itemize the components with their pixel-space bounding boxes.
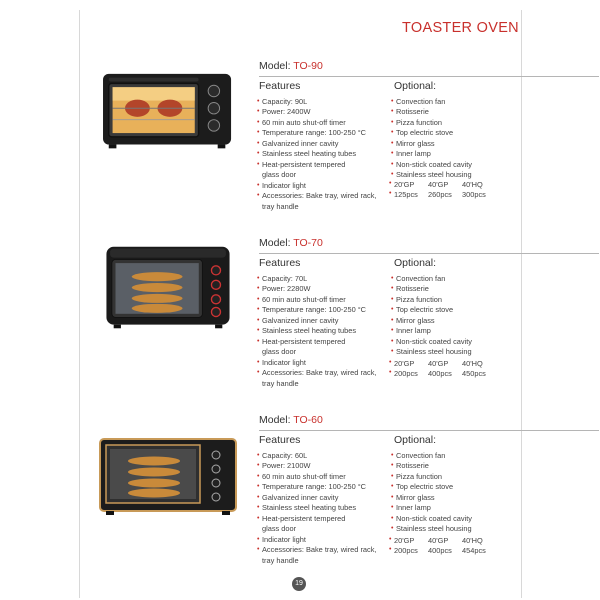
optional-item: • Inner lamp: [391, 149, 511, 159]
shipping-label: 40'HQ: [462, 536, 483, 545]
shipping-label: • 20'GP: [394, 359, 414, 368]
page-number: 19: [292, 577, 306, 591]
feature-item: tray handle: [262, 201, 299, 211]
shipping-table: [391, 359, 511, 380]
optional-item: • Convection fan: [391, 97, 511, 107]
optional-item: • Inner lamp: [391, 326, 511, 336]
shipping-label: 40'GP: [428, 536, 449, 545]
optional-item: • Mirror glass: [391, 316, 511, 326]
optional-item: • Pizza function: [391, 472, 511, 482]
feature-item: • Capacity: 70L: [257, 274, 387, 284]
optional-heading: Optional:: [394, 257, 437, 269]
model-code: TO-70: [293, 237, 323, 249]
shipping-label: 40'GP: [428, 359, 449, 368]
feature-item: • Indicator light: [257, 535, 387, 545]
optional-item: • Non-stick coated cavity: [391, 337, 511, 347]
feature-item: • Indicator light: [257, 358, 387, 368]
toaster-oven-gold-trim-image: [98, 434, 238, 520]
feature-item: • 60 min auto shut-off timer: [257, 118, 387, 128]
feature-item: • Stainless steel heating tubes: [257, 503, 387, 513]
shipping-value: • 125pcs: [394, 190, 418, 199]
optional-item: • Convection fan: [391, 451, 511, 461]
model-heading: Model: TO-90: [259, 60, 599, 77]
feature-item: • Heat-persistent tempered: [257, 514, 387, 524]
shipping-value: 300pcs: [462, 190, 486, 200]
shipping-table: [391, 536, 511, 557]
feature-item: tray handle: [262, 378, 299, 388]
optional-item: • Inner lamp: [391, 503, 511, 513]
feature-item: • Power: 2280W: [257, 284, 387, 294]
feature-item: • Heat-persistent tempered: [257, 337, 387, 347]
optional-item: • Rotisserie: [391, 107, 511, 117]
optional-item: • Stainless steel housing: [391, 347, 511, 357]
optional-item: • Rotisserie: [391, 461, 511, 471]
optional-list: [391, 97, 511, 181]
shipping-labels-row: [391, 536, 511, 546]
feature-item: • Heat-persistent tempered: [257, 160, 387, 170]
shipping-values-row: [391, 369, 511, 379]
features-heading: Features: [259, 434, 301, 446]
feature-item: • Galvanized inner cavity: [257, 139, 387, 149]
feature-item: • 60 min auto shut-off timer: [257, 295, 387, 305]
feature-item: • Accessories: Bake tray, wired rack,: [257, 191, 387, 201]
shipping-value: 400pcs: [428, 369, 452, 379]
optional-item: • Rotisserie: [391, 284, 511, 294]
shipping-value: 400pcs: [428, 546, 452, 556]
feature-item: glass door: [262, 347, 297, 357]
feature-item: glass door: [262, 170, 297, 180]
shipping-label: • 20'GP: [394, 180, 414, 189]
optional-item: • Mirror glass: [391, 139, 511, 149]
model-heading: Model: TO-60: [259, 414, 599, 431]
optional-item: • Top electric stove: [391, 128, 511, 138]
shipping-values-row: [391, 546, 511, 556]
page-title: TOASTER OVEN: [402, 20, 519, 36]
optional-item: • Top electric stove: [391, 482, 511, 492]
model-code: TO-60: [293, 414, 323, 426]
feature-item: • Galvanized inner cavity: [257, 493, 387, 503]
shipping-label: 40'HQ: [462, 359, 483, 368]
feature-item: tray handle: [262, 555, 299, 565]
model-heading: Model: TO-70: [259, 237, 599, 254]
features-list: [257, 274, 387, 389]
feature-item: glass door: [262, 524, 297, 534]
shipping-labels-row: [391, 359, 511, 369]
feature-item: • Galvanized inner cavity: [257, 316, 387, 326]
toaster-oven-pizza-image: [98, 245, 238, 331]
shipping-table: [391, 180, 511, 201]
optional-item: • Mirror glass: [391, 493, 511, 503]
shipping-values-row: [391, 190, 511, 200]
features-list: [257, 451, 387, 566]
shipping-value: 450pcs: [462, 369, 486, 379]
optional-heading: Optional:: [394, 434, 437, 446]
optional-item: • Stainless steel housing: [391, 170, 511, 180]
shipping-labels-row: [391, 180, 511, 190]
optional-heading: Optional:: [394, 80, 437, 92]
shipping-value: • 200pcs: [394, 546, 418, 555]
shipping-label: 40'GP: [428, 180, 449, 189]
feature-item: • Stainless steel heating tubes: [257, 149, 387, 159]
feature-item: • Stainless steel heating tubes: [257, 326, 387, 336]
feature-item: • Power: 2400W: [257, 107, 387, 117]
feature-item: • Temperature range: 100-250 °C: [257, 305, 387, 315]
shipping-label: • 20'GP: [394, 536, 414, 545]
optional-item: • Pizza function: [391, 118, 511, 128]
feature-item: • Accessories: Bake tray, wired rack,: [257, 368, 387, 378]
shipping-value: 260pcs: [428, 190, 452, 200]
optional-item: • Pizza function: [391, 295, 511, 305]
shipping-value: • 200pcs: [394, 369, 418, 378]
feature-item: • Capacity: 90L: [257, 97, 387, 107]
feature-item: • Power: 2100W: [257, 461, 387, 471]
optional-item: • Stainless steel housing: [391, 524, 511, 534]
shipping-label: 40'HQ: [462, 180, 483, 189]
optional-item: • Convection fan: [391, 274, 511, 284]
optional-item: • Top electric stove: [391, 305, 511, 315]
features-heading: Features: [259, 80, 301, 92]
feature-item: • Accessories: Bake tray, wired rack,: [257, 545, 387, 555]
features-list: [257, 97, 387, 212]
feature-item: • Temperature range: 100-250 °C: [257, 128, 387, 138]
optional-list: [391, 274, 511, 358]
features-heading: Features: [259, 257, 301, 269]
optional-item: • Non-stick coated cavity: [391, 514, 511, 524]
feature-item: • Capacity: 60L: [257, 451, 387, 461]
optional-item: • Non-stick coated cavity: [391, 160, 511, 170]
model-code: TO-90: [293, 60, 323, 72]
feature-item: • Indicator light: [257, 181, 387, 191]
optional-list: [391, 451, 511, 535]
feature-item: • Temperature range: 100-250 °C: [257, 482, 387, 492]
toaster-oven-rotisserie-image: [98, 70, 238, 156]
shipping-value: 454pcs: [462, 546, 486, 556]
feature-item: • 60 min auto shut-off timer: [257, 472, 387, 482]
